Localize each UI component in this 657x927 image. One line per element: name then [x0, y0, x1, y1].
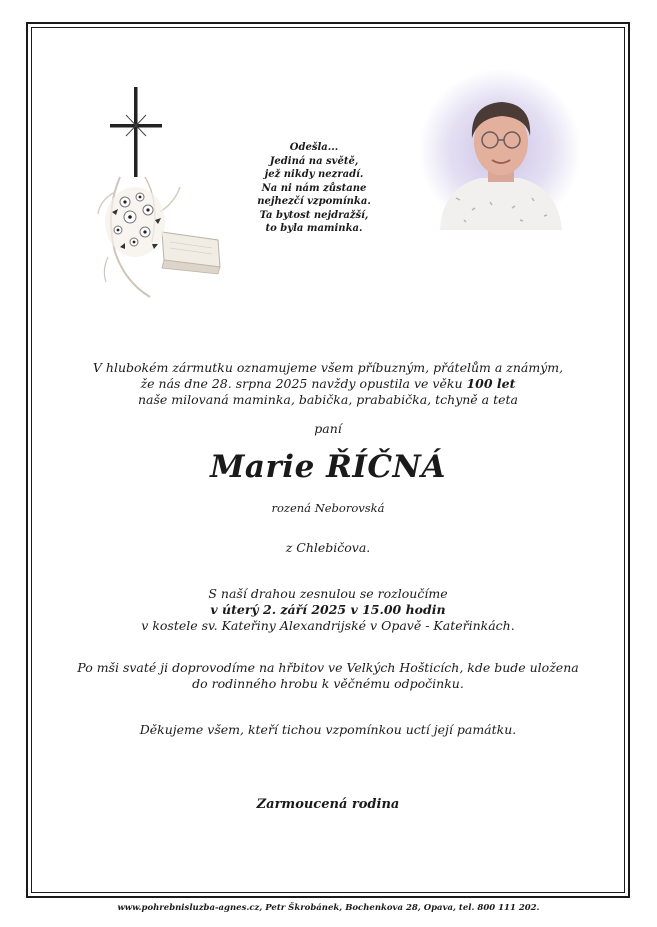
age-text: 100 let: [466, 376, 516, 391]
burial-line: Po mši svaté ji doprovodíme na hřbitov ve Velkých Hošticích, kde bude uložena: [77, 660, 579, 675]
portrait-photo: [420, 70, 580, 230]
footer-contact: www.pohrebnisluzba-agnes.cz, Petr Škrobánek, Bochenkova 28, Opava, tel. 800 111 202.: [117, 903, 540, 913]
thanks-text: Děkujeme všem, kteří tichou vzpomínkou uctí její památku.: [139, 722, 517, 737]
portrait-icon: [420, 70, 580, 230]
burial-line: do rodinného hrobu k věčnému odpočinku.: [192, 676, 464, 691]
poem-line: Odešla...: [289, 142, 339, 153]
funeral-info: [31, 586, 625, 634]
funeral-datetime: v úterý 2. září 2025 v 15.00 hodin: [210, 602, 446, 617]
cross-flowers-ornament: [90, 82, 230, 302]
salutation: paní: [314, 421, 342, 436]
poem-line: Na ni nám zůstane: [261, 182, 367, 194]
poem-line: jež nikdy nezradí.: [264, 169, 364, 180]
poem-line: to byla maminka.: [265, 223, 363, 234]
cross-icon: [110, 87, 162, 177]
burial-info: [31, 660, 625, 692]
book-icon: [162, 232, 220, 274]
poem: [228, 141, 400, 236]
intro-line: naše milovaná maminka, babička, prababička, tchyně a teta: [138, 392, 518, 407]
announcement-intro: [31, 360, 625, 408]
poem-line: nejhezčí vzpomínka.: [257, 196, 371, 207]
poem-line: Jediná na světě,: [269, 155, 359, 167]
birth-name: rozená Neborovská: [271, 501, 385, 515]
origin: z Chlebičova.: [285, 540, 371, 555]
funeral-place: v kostele sv. Kateřiny Alexandrijské v Opavě - Kateřinkách.: [141, 618, 515, 633]
intro-line-age: [31, 376, 625, 392]
poem-line: Ta bytost nejdražší,: [259, 209, 369, 221]
intro-line: V hlubokém zármutku oznamujeme všem příbuzným, přátelům a známým,: [92, 360, 564, 375]
intro-date-text: že nás dne 28. srpna 2025 navždy opustila ve věku: [140, 376, 467, 391]
signature: Zarmoucená rodina: [256, 797, 400, 812]
funeral-line: S naší drahou zesnulou se rozloučíme: [208, 586, 448, 601]
deceased-name: Marie ŘÍČNÁ: [210, 449, 446, 485]
